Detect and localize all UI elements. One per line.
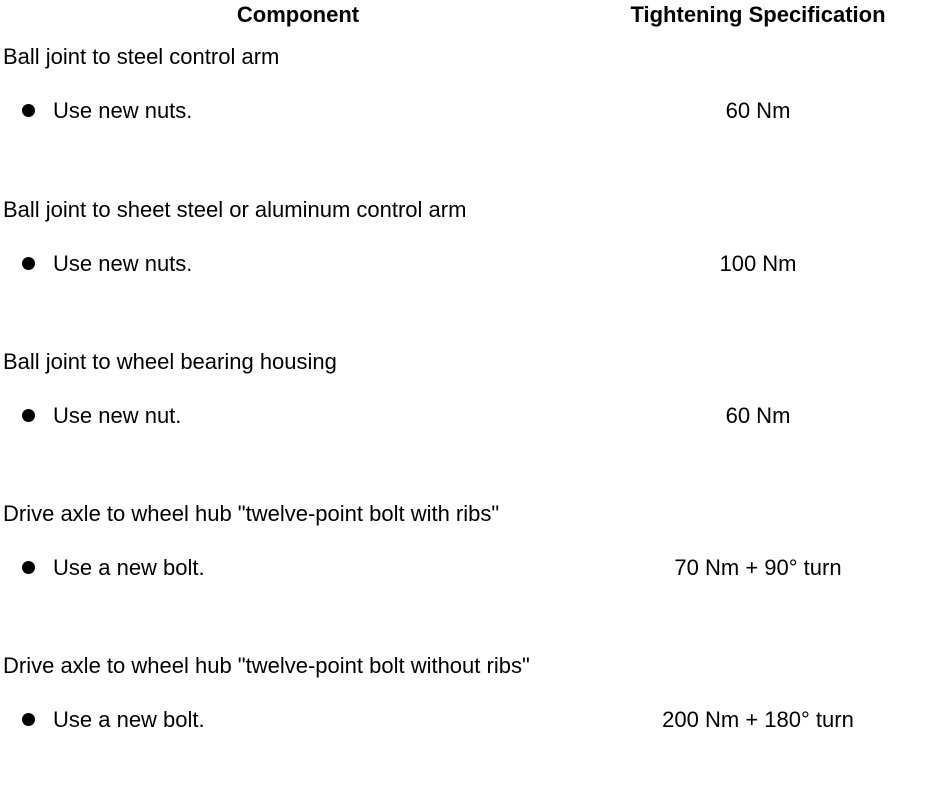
column-header-component: Component (236, 2, 360, 27)
table-row (0, 347, 928, 497)
instruction-item (20, 249, 192, 279)
bullet-icon (22, 561, 35, 574)
tightening-spec-value: 70 Nm + 90° turn (674, 555, 842, 580)
table-row (0, 499, 928, 649)
tightening-spec-value: 200 Nm + 180° turn (662, 707, 854, 732)
instruction-item (20, 96, 192, 126)
instruction-text: Use new nuts. (53, 251, 193, 276)
tightening-spec-value: 60 Nm (725, 98, 791, 123)
instruction-item (20, 553, 205, 583)
instruction-text: Use new nut. (53, 403, 182, 428)
tightening-spec-value: 60 Nm (725, 403, 791, 428)
component-name: Ball joint to sheet steel or aluminum control arm (3, 197, 467, 222)
component-name: Ball joint to wheel bearing housing (3, 349, 337, 374)
column-header-tightening-specification: Tightening Specification (630, 2, 886, 27)
tightening-spec-value: 100 Nm (719, 251, 797, 276)
bullet-icon (22, 257, 35, 270)
instruction-text: Use a new bolt. (53, 555, 205, 580)
instruction-item (20, 401, 181, 431)
component-name: Ball joint to steel control arm (3, 44, 280, 69)
instruction-item (20, 705, 205, 735)
table-row (0, 42, 928, 192)
bullet-icon (22, 409, 35, 422)
table-row (0, 195, 928, 345)
instruction-text: Use new nuts. (53, 98, 193, 123)
bullet-icon (22, 713, 35, 726)
table-row (0, 651, 928, 801)
instruction-text: Use a new bolt. (53, 707, 205, 732)
bullet-icon (22, 104, 35, 117)
component-name: Drive axle to wheel hub "twelve-point bolt without ribs" (3, 653, 530, 678)
component-name: Drive axle to wheel hub "twelve-point bolt with ribs" (3, 501, 500, 526)
